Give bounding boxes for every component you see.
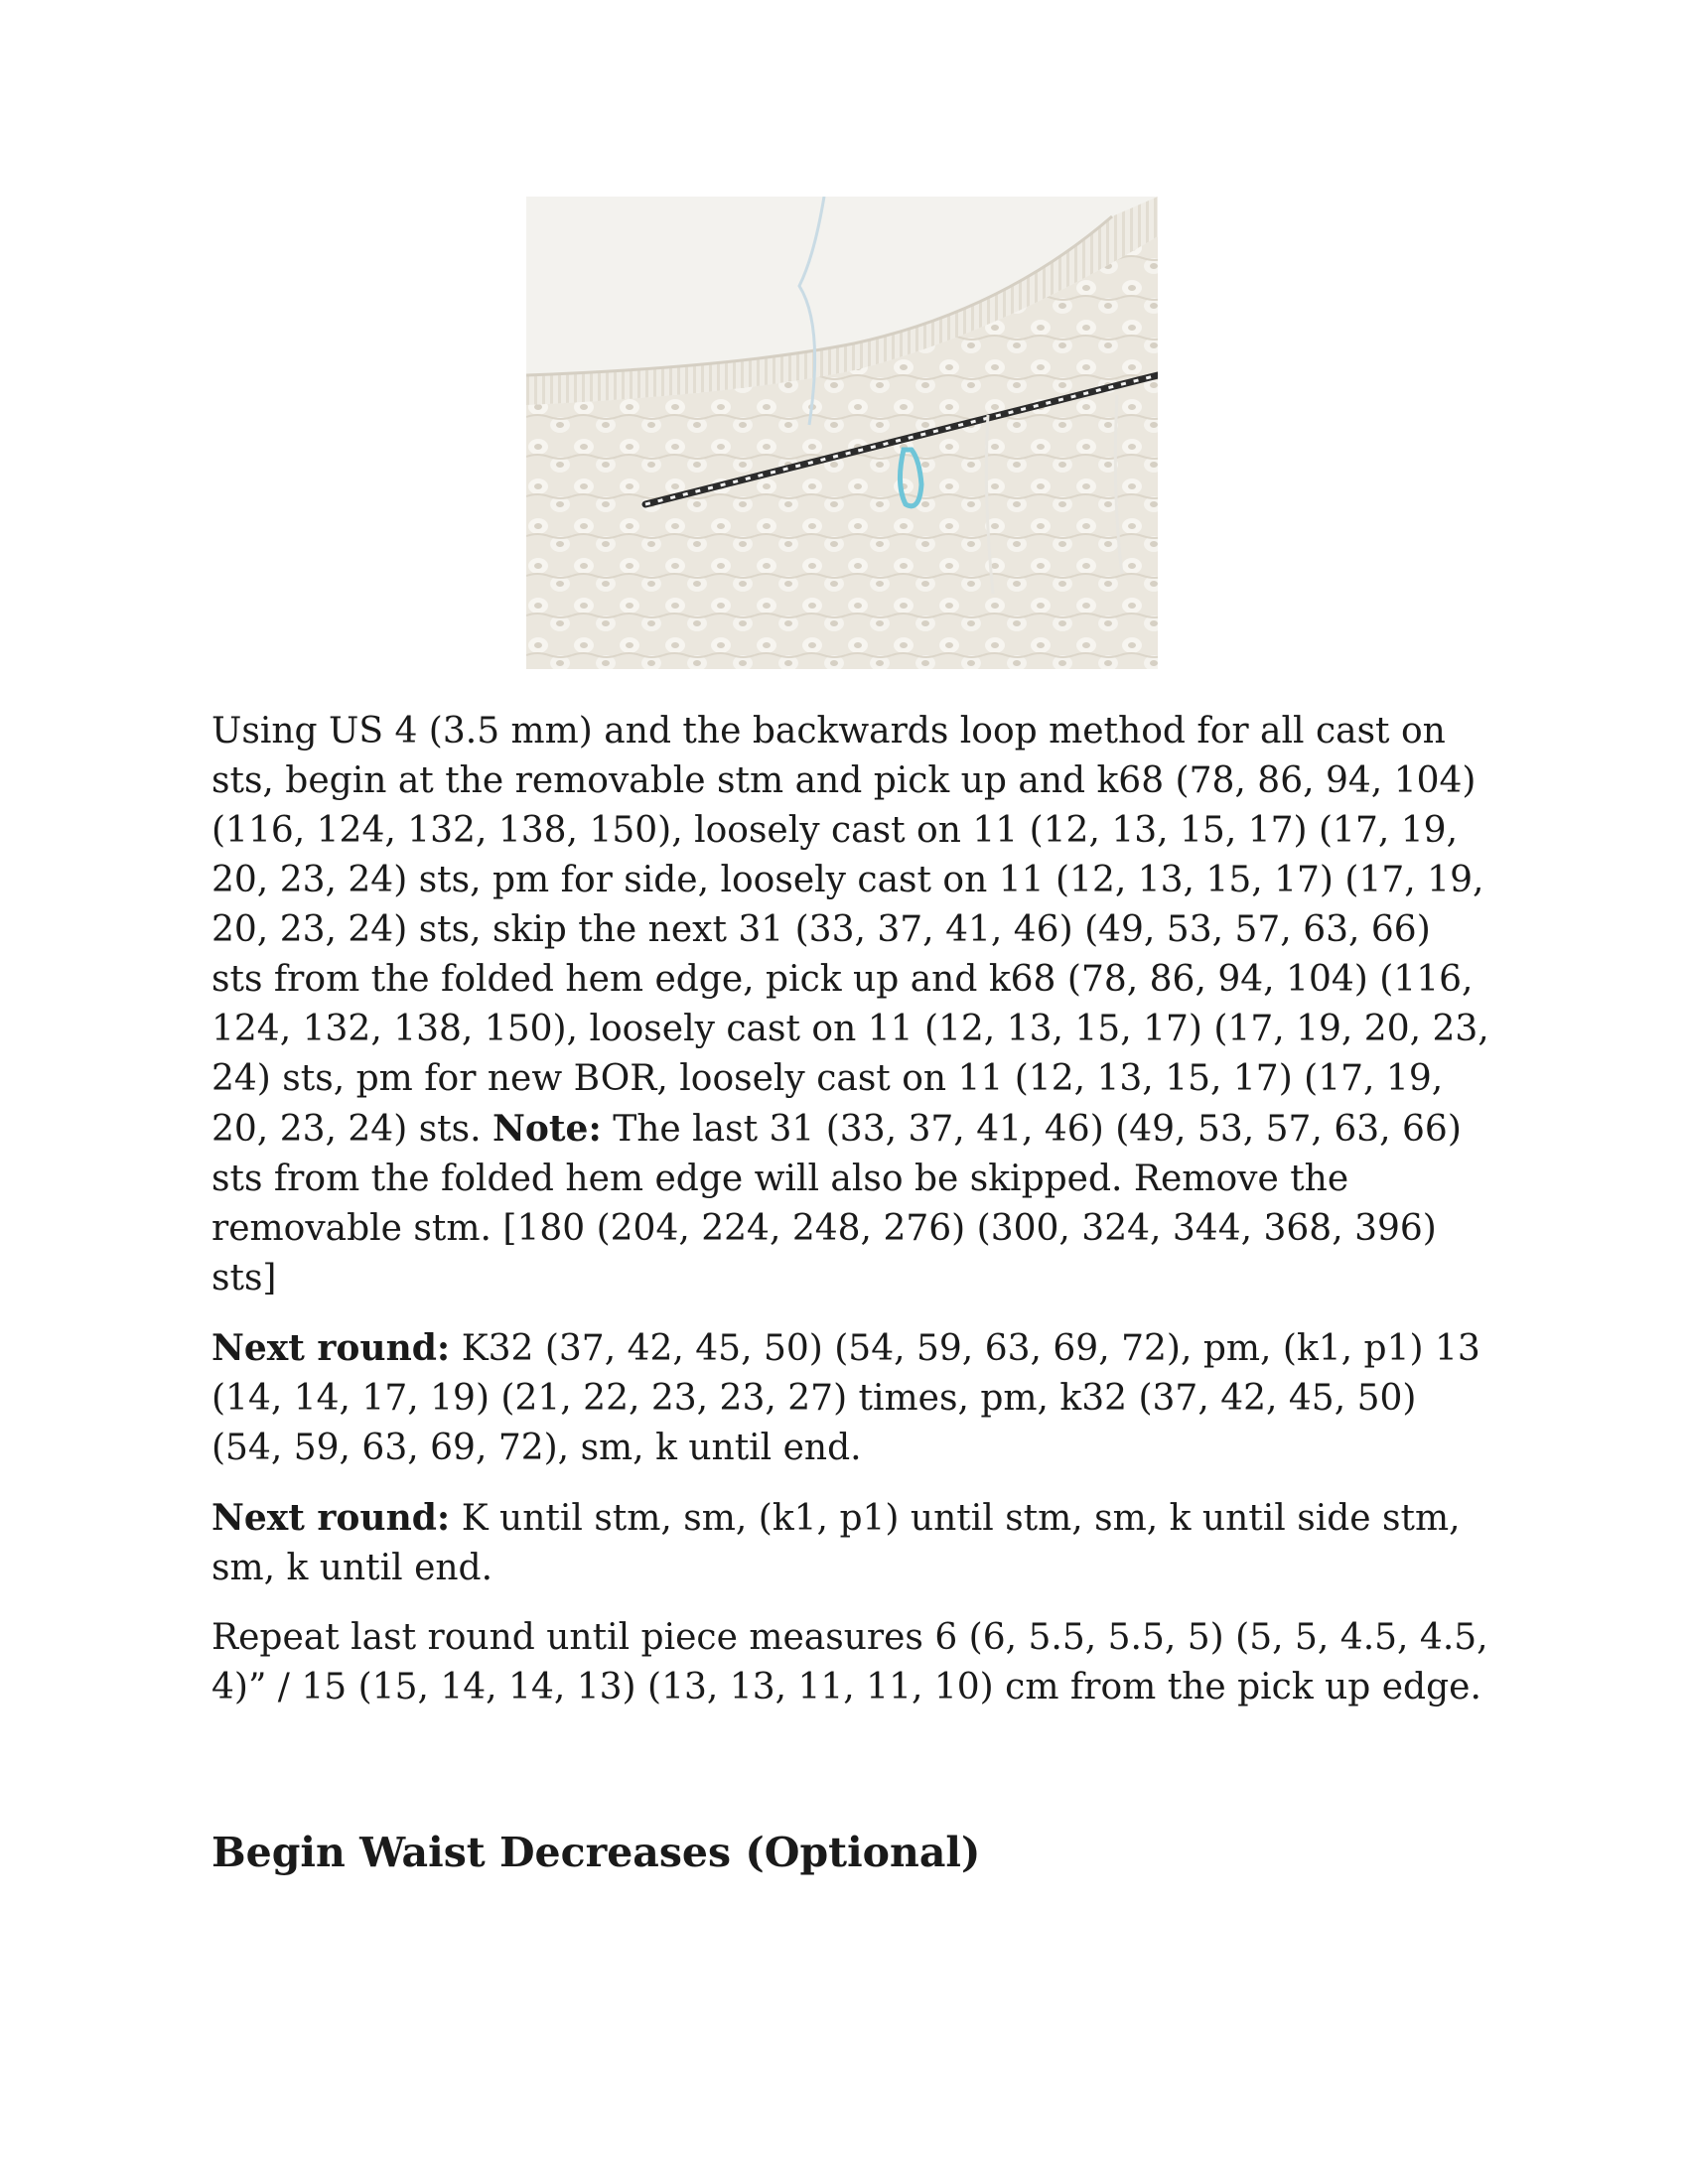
next-round-label: Next round:	[211, 1327, 451, 1369]
section-heading: Begin Waist Decreases (Optional)	[211, 1829, 981, 1876]
instruction-repeat	[211, 1613, 1492, 1712]
next-round-text: K32 (37, 42, 45, 50) (54, 59, 63, 69, 72), pm, (k1, p1) 13 (14, 14, 17, 19) (21, 22, 23, 23, 27) times, pm, k32 (37, 42, 45, 50) (54, 59, 63, 69, 72), sm, k until end.	[211, 1328, 1480, 1468]
repeat-text: Repeat last round until piece measures 6 (6, 5.5, 5.5, 5) (5, 5, 4.5, 4.5, 4)” / 15 (15, 14, 14, 13) (13, 13, 11, 11, 10) cm from the pick up edge.	[211, 1617, 1488, 1707]
next-round-label: Next round:	[211, 1497, 451, 1539]
note-label: Note:	[492, 1108, 602, 1150]
knitting-photo	[526, 197, 1158, 669]
note-text: The last 31 (33, 37, 41, 46) (49, 53, 57, 63, 66) sts from the folded hem edge will also be skipped. Remove the removable stm. [180 (204, 224, 248, 276) (300, 324, 344, 368, 396) sts]	[211, 1109, 1462, 1298]
instruction-next-round-2	[211, 1493, 1492, 1593]
pickup-text: Using US 4 (3.5 mm) and the backwards loop method for all cast on sts, begin at the removable stm and pick up and k68 (78, 86, 94, 104) (116, 124, 132, 138, 150), loosely cast on 11 (12, 13, 15, 17) (17, 19, 20, 23, 24) sts, pm for side, loosely cast on 11 (12, 13, 15, 17) (17, 19, 20, 23, 24) sts, skip the next 31 (33, 37, 41, 46) (49, 53, 57, 63, 66) sts from the folded hem edge, pick up and k68 (78, 86, 94, 104) (116, 124, 132, 138, 150), loosely cast on 11 (12, 13, 15, 17) (17, 19, 20, 23, 24) sts, pm for new BOR, loosely cast on 11 (12, 13, 15, 17) (17, 19, 20, 23, 24) sts.	[211, 711, 1489, 1150]
next-round-text: K until stm, sm, (k1, p1) until stm, sm, k until side stm, sm, k until end.	[211, 1498, 1461, 1588]
knitting-needle-pickup-photo-icon	[526, 197, 1158, 669]
instruction-next-round-1	[211, 1323, 1492, 1473]
pattern-instructions	[211, 707, 1492, 1732]
instruction-pickup	[211, 707, 1492, 1303]
